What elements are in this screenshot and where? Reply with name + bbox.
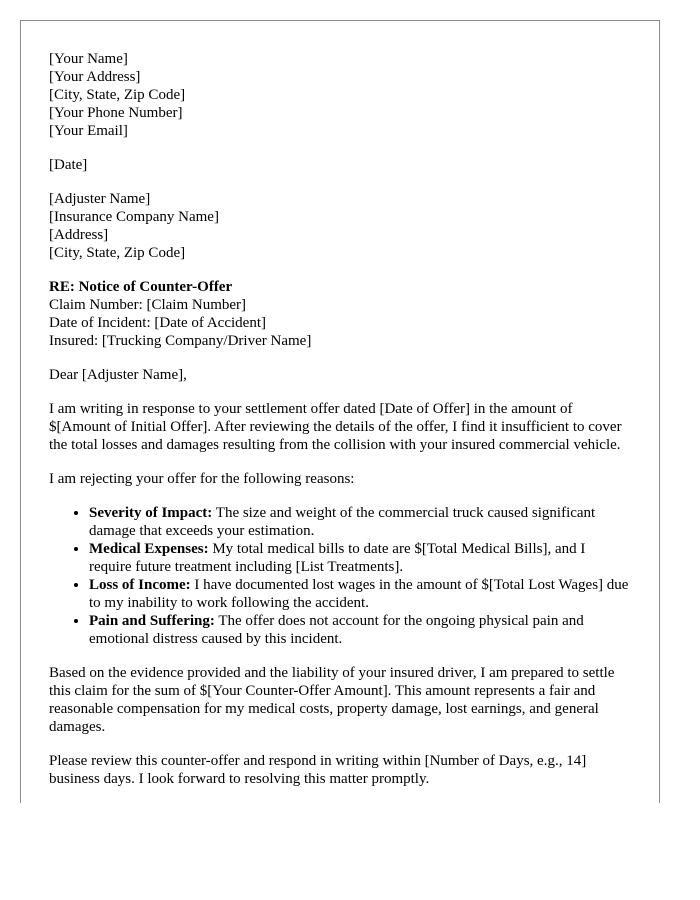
paragraph-rejection-intro: I am rejecting your offer for the following reasons:: [49, 471, 355, 487]
sender-address: [Your Address]: [49, 69, 141, 85]
sender-name: [Your Name]: [49, 51, 128, 67]
reason-title: Medical Expenses:: [89, 541, 209, 557]
re-date-of-incident: Date of Incident: [Date of Accident]: [49, 315, 266, 331]
salutation: Dear [Adjuster Name],: [49, 367, 187, 383]
reason-text: My total medical bills to date are $[Total Medical Bills], and I require future treatment including [List Treatments].: [89, 541, 586, 575]
list-item: [89, 576, 631, 612]
recipient-adjuster-name: [Adjuster Name]: [49, 191, 151, 207]
re-block: [49, 278, 631, 350]
reason-text: The offer does not account for the ongoing physical pain and emotional distress caused by this incident.: [89, 613, 584, 647]
recipient-city-state-zip: [City, State, Zip Code]: [49, 245, 186, 261]
reason-text: I have documented lost wages in the amount of $[Total Lost Wages] due to my inability to work following the accident.: [89, 577, 629, 611]
date-block: [49, 156, 631, 174]
sender-city-state-zip: [City, State, Zip Code]: [49, 87, 186, 103]
recipient-address: [Address]: [49, 227, 109, 243]
reason-title: Loss of Income:: [89, 577, 191, 593]
re-subject: RE: Notice of Counter-Offer: [49, 279, 233, 295]
re-insured: Insured: [Trucking Company/Driver Name]: [49, 333, 312, 349]
paragraph-response: I am writing in response to your settlement offer dated [Date of Offer] in the amount of $[Amount of Initial Offer]. After reviewing the details of the offer, I find it insufficient to cover the total losses and damages resulting from the collision with your insured commercial vehicle.: [49, 401, 622, 453]
list-item: [89, 612, 631, 648]
paragraph-closing-request: Please review this counter-offer and respond in writing within [Number of Days, e.g., 14] business days. I look forward to resolving this matter promptly.: [49, 753, 587, 787]
reason-title: Pain and Suffering:: [89, 613, 215, 629]
sender-phone: [Your Phone Number]: [49, 105, 183, 121]
list-item: [89, 540, 631, 576]
paragraph-counter-offer: Based on the evidence provided and the liability of your insured driver, I am prepared to settle this claim for the sum of $[Your Counter-Offer Amount]. This amount represents a fair and reasonable compensation for my medical costs, property damage, lost earnings, and general damages.: [49, 665, 615, 735]
list-item: [89, 504, 631, 540]
recipient-block: [49, 190, 631, 262]
reason-title: Severity of Impact:: [89, 505, 213, 521]
letter-page: [20, 20, 660, 803]
sender-block: [49, 50, 631, 140]
reasons-list: [49, 504, 631, 648]
re-claim-number: Claim Number: [Claim Number]: [49, 297, 247, 313]
sender-email: [Your Email]: [49, 123, 128, 139]
letter-body: [21, 21, 659, 788]
reason-text: The size and weight of the commercial truck caused significant damage that exceeds your estimation.: [89, 505, 596, 539]
letter-date: [Date]: [49, 157, 88, 173]
recipient-company: [Insurance Company Name]: [49, 209, 219, 225]
